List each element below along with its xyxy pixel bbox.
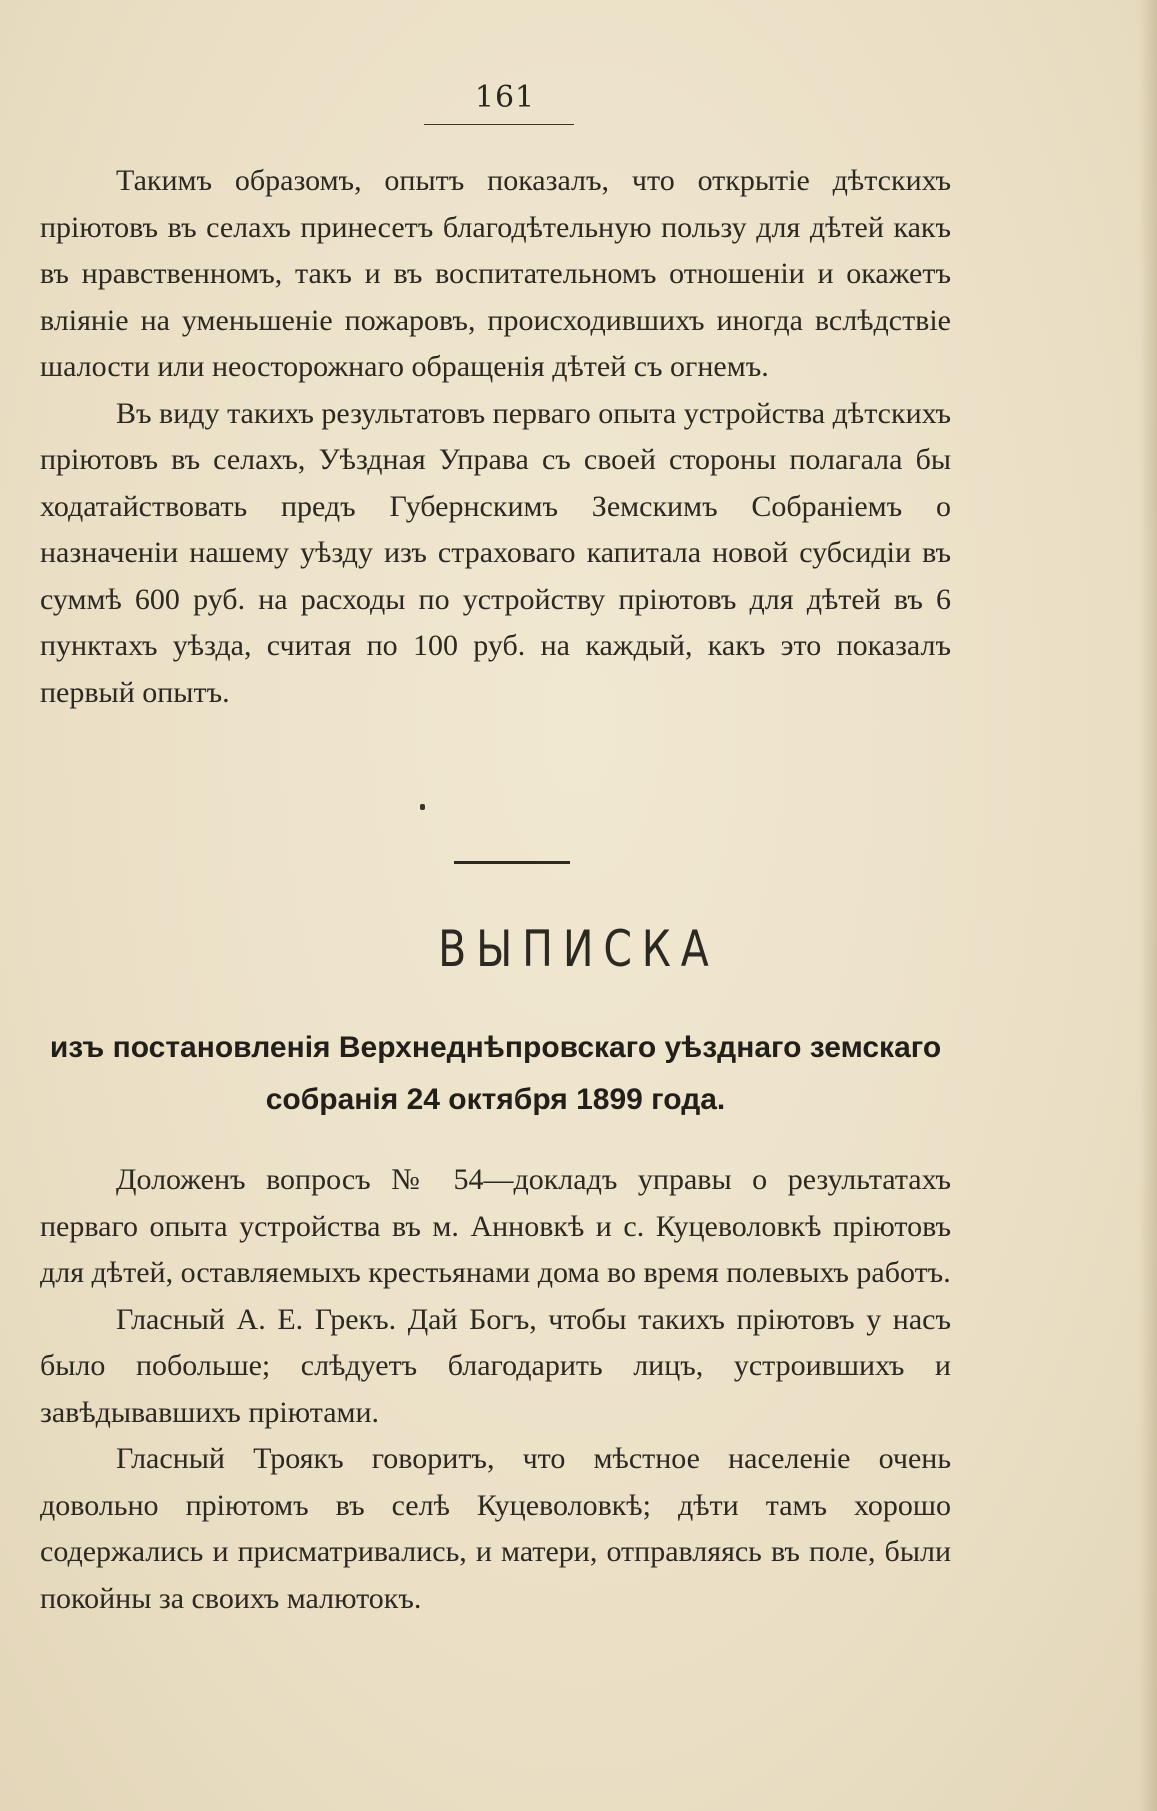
section-heading: ВЫПИСКА: [438, 920, 719, 978]
paragraph-grek: Гласный А. Е. Грекъ. Дай Богъ, чтобы такихъ пріютовъ у насъ было побольше; слѣдуетъ благодарить лицъ, устроившихъ и завѣдывавшихъ пріютами.: [40, 1302, 951, 1429]
page-edge-shadow: [1139, 0, 1157, 1811]
paragraph-question: Доложенъ вопросъ № 54—докладъ управы о результатахъ перваго опыта устройства въ м. Анновкѣ и с. Куцеволовкѣ пріютовъ для дѣтей, оставляемыхъ крестьянами дома во время полевыхъ работъ.: [40, 1163, 951, 1289]
section-divider: [454, 861, 570, 864]
subheading-line-1: изъ постановленія Верхнеднѣпровскаго уѣзднаго земскаго: [49, 1031, 942, 1064]
section-dot: [420, 804, 425, 810]
section-subheading: [40, 1022, 951, 1126]
page-number-rule: [424, 124, 574, 125]
resolution-text: [40, 1157, 951, 1622]
paragraph-petition: Въ виду такихъ результатовъ перваго опыта устройства дѣтскихъ пріютовъ въ селахъ, Уѣздная Управа съ своей стороны полагала бы ходатайствовать предъ Губернскимъ Земскимъ Собраніемъ о назначеніи нашему уѣзду изъ страховаго капитала новой субсидіи въ суммѣ 600 руб. на расходы по устройству пріютовъ для дѣтей въ 6 пунктахъ уѣзда, считая по 100 руб. на каждый, какъ это показалъ первый опытъ.: [40, 396, 951, 709]
paragraph-conclusion: Такимъ образомъ, опытъ показалъ, что открытіе дѣтскихъ пріютовъ въ селахъ принесетъ благодѣтельную пользу для дѣтей какъ въ нравственномъ, такъ и въ воспитательномъ отношеніи и окажетъ вліяніе на уменьшеніе пожаровъ, происходившихъ иногда вслѣдствіе шалости или неосторожнаго обращенія дѣтей съ огнемъ.: [40, 164, 951, 383]
report-conclusion-text: [40, 158, 951, 716]
paragraph-troyak: Гласный Троякъ говоритъ, что мѣстное населеніе очень довольно пріютомъ въ селѣ Куцеволовкѣ; дѣти тамъ хорошо содержались и присматривались, и матери, отправляясь въ поле, были покойны за своихъ малютокъ.: [40, 1442, 951, 1615]
subheading-line-2: собранія 24 октября 1899 года.: [265, 1083, 726, 1116]
page-number: 161: [474, 80, 536, 115]
